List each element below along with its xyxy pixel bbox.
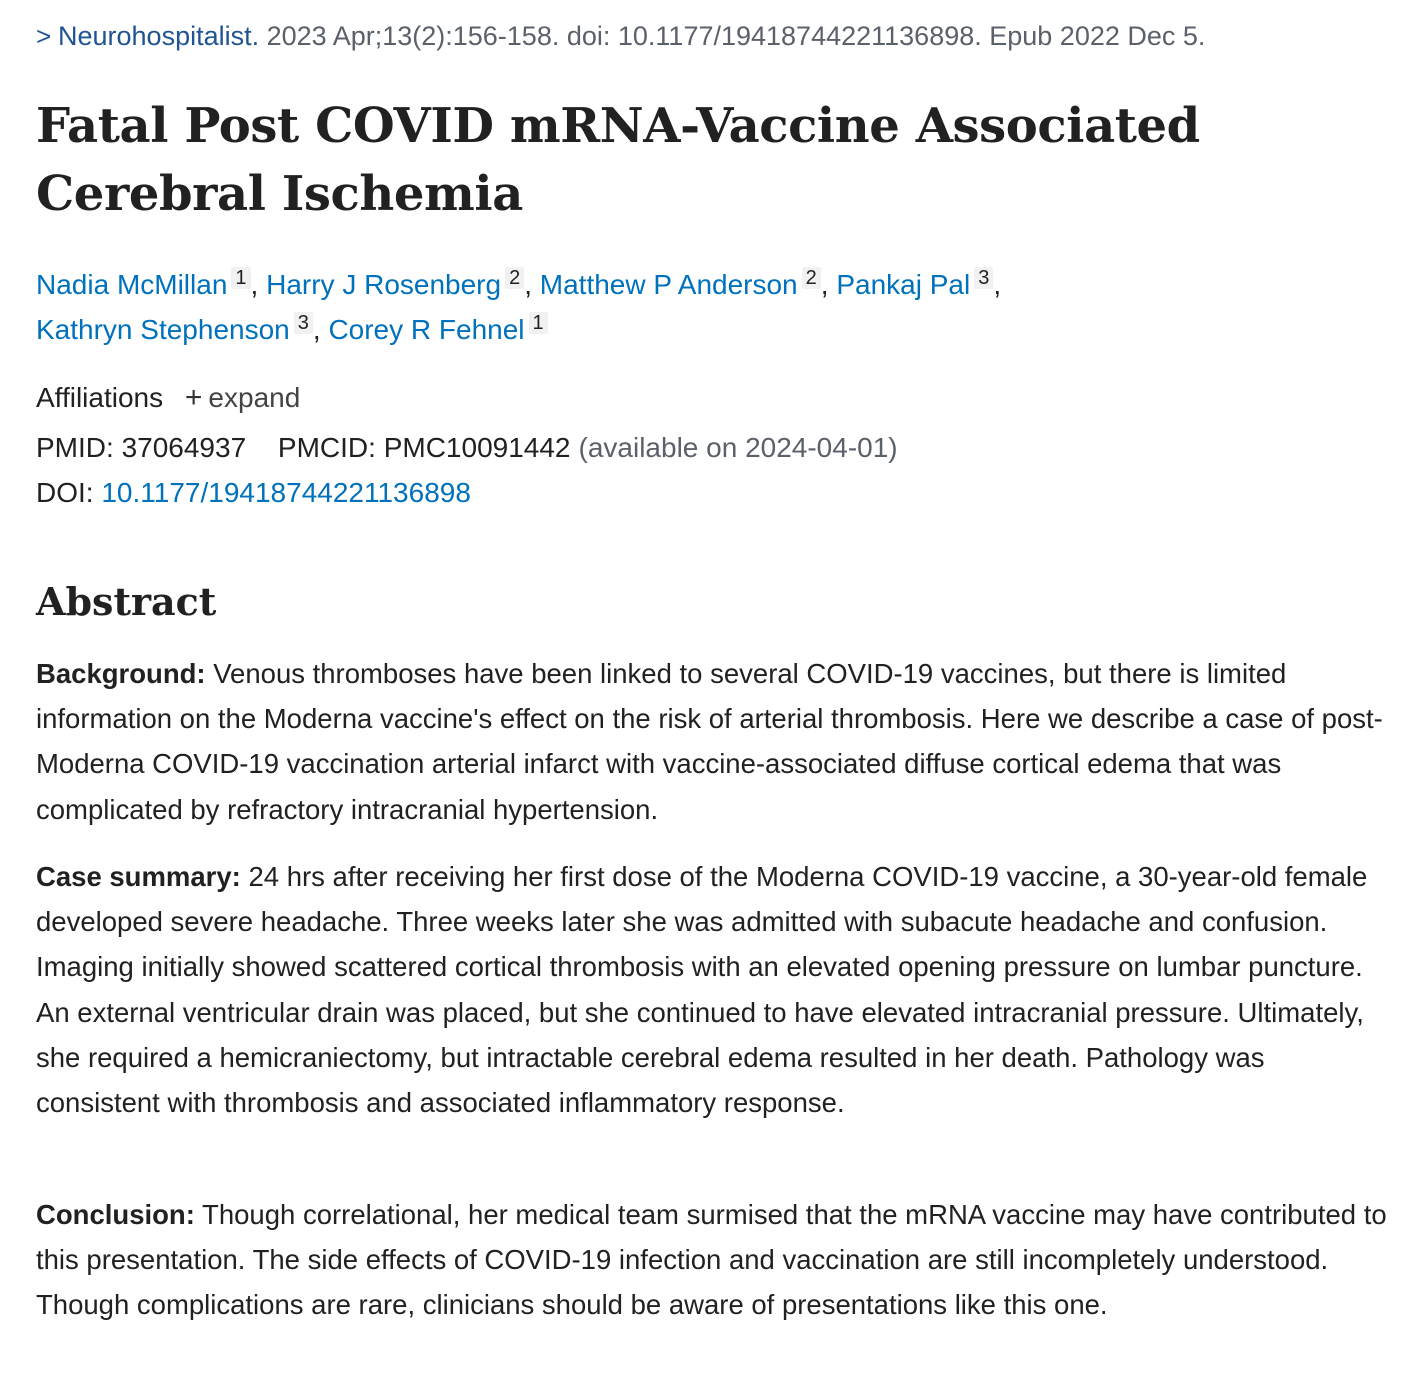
author-link[interactable]: Nadia McMillan	[36, 269, 228, 300]
citation-details: 2023 Apr;13(2):156-158. doi: 10.1177/19418744221136898. Epub 2022 Dec 5.	[266, 21, 1206, 51]
affiliation-ref[interactable]: 3	[974, 267, 993, 289]
section-text: Though correlational, her medical team surmised that the mRNA vaccine may have contributed to this presentation. The side effects of COVID-19 infection and vaccination are still incompletely understood. Though complications are rare, clinicians should be aware of presentations like this one.	[36, 1199, 1387, 1321]
author-link[interactable]: Harry J Rosenberg	[266, 269, 502, 300]
section-label: Background:	[36, 658, 206, 689]
pmcid-label: PMCID:	[277, 432, 376, 463]
author-separator: ,	[312, 314, 321, 345]
pmc-availability: (available on 2024-04-01)	[578, 432, 898, 463]
citation-line	[36, 18, 1205, 54]
author-link[interactable]: Pankaj Pal	[836, 269, 971, 300]
affiliation-ref[interactable]: 2	[505, 267, 524, 289]
pmid-label: PMID:	[36, 432, 114, 463]
doi-row	[36, 473, 471, 513]
affiliation-ref[interactable]: 1	[529, 312, 548, 334]
author-item	[36, 269, 266, 300]
affiliation-ref[interactable]: 2	[802, 267, 821, 289]
abstract-conclusion	[36, 1192, 1388, 1328]
section-label: Conclusion:	[36, 1199, 195, 1230]
author-separator: ,	[993, 269, 1002, 300]
affiliation-ref[interactable]: 3	[294, 312, 313, 334]
author-separator: ,	[820, 269, 829, 300]
author-link[interactable]: Matthew P Anderson	[539, 269, 798, 300]
doi-label: DOI:	[36, 477, 94, 508]
plus-icon: +	[184, 381, 203, 414]
author-link[interactable]: Corey R Fehnel	[328, 314, 525, 345]
affiliation-ref[interactable]: 1	[231, 267, 250, 289]
affiliations-expand-toggle[interactable]	[185, 382, 300, 413]
identifiers-row	[36, 428, 898, 468]
expand-label: expand	[208, 382, 301, 413]
pmid-value: 37064937	[121, 432, 247, 463]
chevron-right-icon[interactable]: >	[36, 21, 52, 51]
abstract-heading: Abstract	[36, 579, 217, 624]
abstract-background	[36, 651, 1388, 832]
author-separator: ,	[250, 269, 259, 300]
author-separator: ,	[524, 269, 532, 300]
author-link[interactable]: Kathryn Stephenson	[36, 314, 290, 345]
section-text: 24 hrs after receiving her first dose of the Moderna COVID-19 vaccine, a 30-year-old female developed severe headache. Three weeks later she was admitted with subacute headache and confusion. Imaging initially showed scattered cortical thrombosis with an elevated opening pressure on lumbar puncture. An external ventricular drain was placed, but she continued to have elevated intracranial pressure. Ultimately, she required a hemicraniectomy, but intractable cerebral edema resulted in her death. Pathology was consistent with thrombosis and associated inflammatory response.	[36, 861, 1368, 1119]
doi-link[interactable]: 10.1177/19418744221136898	[101, 477, 471, 508]
section-label: Case summary:	[36, 861, 241, 892]
affiliations-row	[36, 378, 300, 418]
author-item	[540, 269, 837, 300]
journal-link[interactable]: Neurohospitalist.	[58, 21, 260, 51]
author-item	[836, 269, 1001, 300]
article-title: Fatal Post COVID mRNA-Vaccine Associated Cerebral Ischemia	[36, 98, 1200, 222]
author-list	[36, 262, 1336, 352]
abstract-case-summary	[36, 854, 1388, 1125]
author-item	[266, 269, 540, 300]
author-item	[36, 314, 328, 345]
pmcid-value: PMC10091442	[383, 432, 571, 463]
section-text: Venous thromboses have been linked to several COVID-19 vaccines, but there is limited information on the Moderna vaccine's effect on the risk of arterial thrombosis. Here we describe a case of post-Moderna COVID-19 vaccination arterial infarct with vaccine-associated diffuse cortical edema that was complicated by refractory intracranial hypertension.	[36, 658, 1383, 825]
affiliations-label: Affiliations	[36, 382, 164, 413]
author-item	[328, 314, 547, 345]
